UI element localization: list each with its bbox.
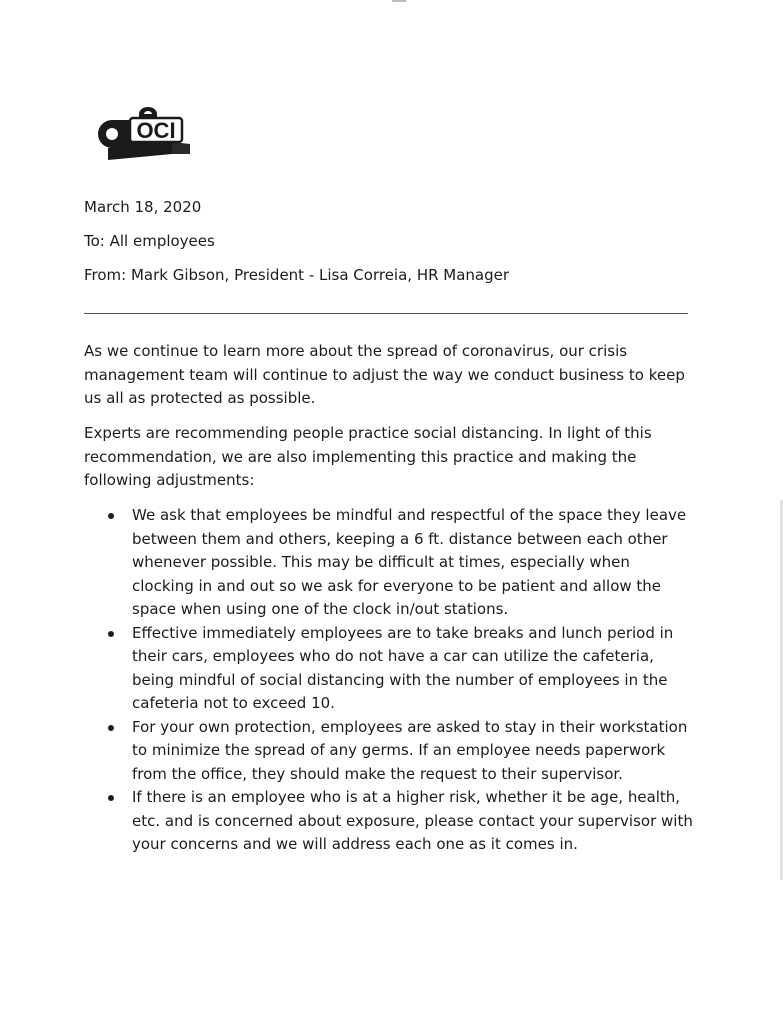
list-item: [84, 504, 694, 622]
list-item: [84, 622, 694, 716]
bullet-icon: [108, 725, 114, 731]
list-item-text: For your own protection, employees are asked to stay in their workstation to minimize the spread of any germs. If an employee needs paperwork from the office, they should make the request to their supervisor.: [132, 717, 688, 783]
intro-paragraph: As we continue to learn more about the spread of coronavirus, our crisis management team will continue to adjust the way we conduct business to keep us all as protected as possible.: [84, 342, 685, 407]
adjustments-list: [84, 504, 694, 857]
bullet-icon: [108, 795, 114, 801]
memo-date: March 18, 2020: [84, 198, 202, 216]
scan-mark: [392, 0, 406, 2]
logo-lettering: OCI: [136, 118, 176, 143]
list-item-text: If there is an employee who is at a higher risk, whether it be age, health, etc. and is concerned about exposure, please contact your supervisor with your concerns and we will address each one as it comes in.: [132, 788, 693, 853]
bullet-icon: [108, 513, 114, 519]
list-item-text: We ask that employees be mindful and respectful of the space they leave between them and others, keeping a 6 ft. distance between each other whenever possible. This may be difficult at times, especially when clocking in and out so we ask for everyone to be patient and allow the space when using one of the clock in/out stations.: [132, 506, 687, 618]
oci-logo-icon: [90, 98, 200, 168]
list-item: [84, 716, 694, 787]
memo-recipient: To: All employees: [84, 232, 215, 250]
list-item-text: Effective immediately employees are to take breaks and lunch period in their cars, employees who do not have a car can utilize the cafeteria, being mindful of social distancing with the number of employees in the cafeteria not to exceed 10.: [132, 623, 674, 712]
list-item: [84, 786, 694, 857]
memo-sender: From: Mark Gibson, President - Lisa Correia, HR Manager: [84, 266, 510, 284]
header-divider: [84, 313, 688, 314]
distancing-paragraph: Experts are recommending people practice social distancing. In light of this recommendation, we are also implementing this practice and making the following adjustments:: [84, 424, 652, 489]
company-logo: [90, 98, 200, 168]
bullet-icon: [108, 631, 114, 637]
